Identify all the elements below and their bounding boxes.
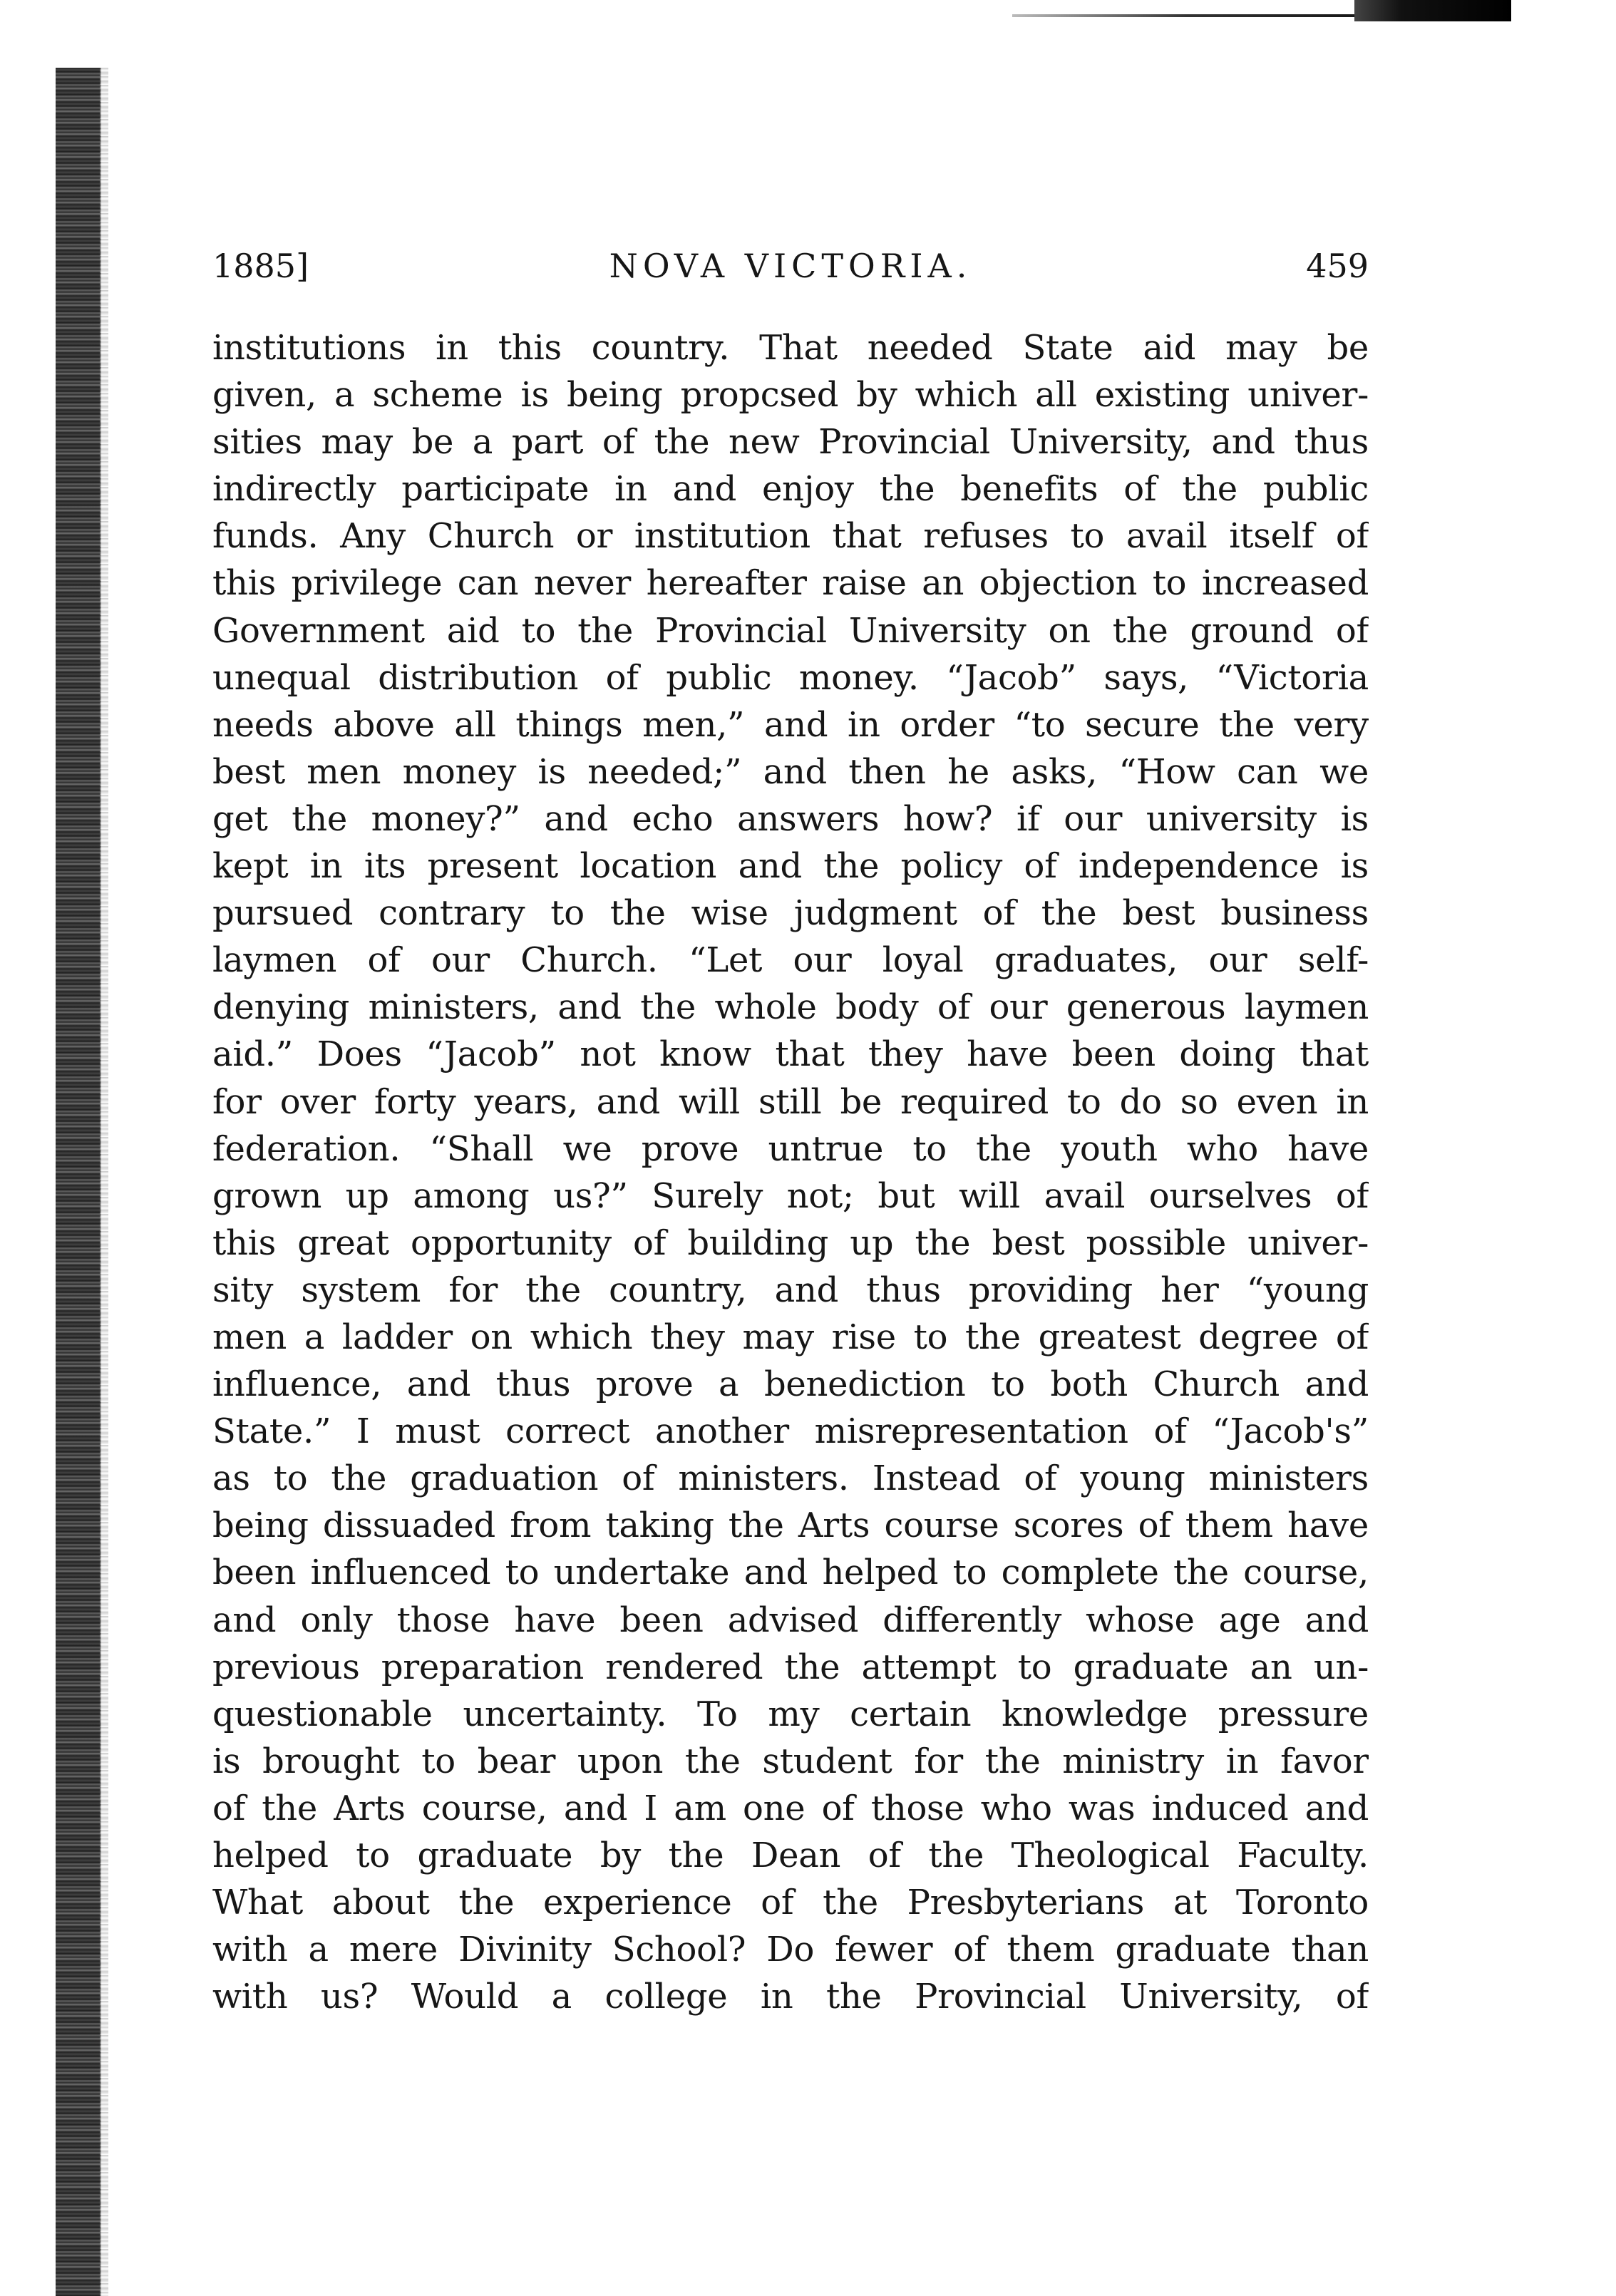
- text-line: with us? Would a college in the Provincial University, of: [212, 1977, 1369, 2017]
- text-line: of the Arts course, and I am one of those who was induced and: [212, 1788, 1369, 1828]
- text-line: being dissuaded from taking the Arts course scores of them have: [212, 1505, 1369, 1546]
- text-line: denying ministers, and the whole body of our generous laymen: [212, 987, 1369, 1028]
- text-line: this privilege can never hereafter raise an objection to increased: [212, 563, 1369, 604]
- text-line: laymen of our Church. “Let our loyal graduates, our self-: [212, 940, 1369, 981]
- scan-artifact: [1012, 0, 1511, 26]
- text-line: State.” I must correct another misrepresentation of “Jacob's”: [212, 1411, 1369, 1452]
- text-line: aid.” Does “Jacob” not know that they have been doing that: [212, 1034, 1369, 1075]
- text-line: kept in its present location and the policy of independence is: [212, 846, 1369, 887]
- text-line: men a ladder on which they may rise to the greatest degree of: [212, 1317, 1369, 1357]
- page-number: 459: [1306, 247, 1369, 285]
- text-line: institutions in this country. That needed State aid may be: [212, 328, 1369, 368]
- text-line: grown up among us?” Surely not; but will avail ourselves of: [212, 1175, 1369, 1216]
- scan-artifact-blob: [1354, 0, 1511, 21]
- text-line: needs above all things men,” and in order “to secure the very: [212, 704, 1369, 745]
- text-line: and only those have been advised differently whose age and: [212, 1600, 1369, 1640]
- text-line: is brought to bear upon the student for the ministry in favor: [212, 1741, 1369, 1781]
- text-line: pursued contrary to the wise judgment of the best business: [212, 893, 1369, 934]
- text-line: funds. Any Church or institution that refuses to avail itself of: [212, 516, 1369, 557]
- text-line: best men money is needed;” and then he asks, “How can we: [212, 751, 1369, 792]
- text-line: given, a scheme is being propcsed by which all existing univer-: [212, 375, 1369, 416]
- text-line: with a mere Divinity School? Do fewer of them graduate than: [212, 1930, 1369, 1970]
- text-line: Government aid to the Provincial University on the ground of: [212, 610, 1369, 651]
- binding-edge: [56, 68, 101, 2296]
- text-line: indirectly participate in and enjoy the benefits of the public: [212, 469, 1369, 510]
- running-head: [212, 244, 1369, 294]
- text-line: been influenced to undertake and helped to complete the course,: [212, 1553, 1369, 1593]
- text-line: previous preparation rendered the attempt to graduate an un-: [212, 1647, 1369, 1687]
- text-line: unequal distribution of public money. “Jacob” says, “Victoria: [212, 657, 1369, 698]
- text-line: questionable uncertainty. To my certain knowledge pressure: [212, 1694, 1369, 1734]
- text-line: influence, and thus prove a benediction to both Church and: [212, 1364, 1369, 1405]
- text-line: for over forty years, and will still be required to do so even in: [212, 1081, 1369, 1122]
- body-text: [212, 324, 1369, 2020]
- text-line: this great opportunity of building up the best possible univer-: [212, 1222, 1369, 1263]
- text-line: sities may be a part of the new Provincial University, and thus: [212, 422, 1369, 463]
- text-line: federation. “Shall we prove untrue to the youth who have: [212, 1128, 1369, 1169]
- text-line: What about the experience of the Presbyterians at Toronto: [212, 1883, 1369, 1923]
- text-line: sity system for the country, and thus providing her “young: [212, 1270, 1369, 1310]
- text-line: as to the graduation of ministers. Instead of young ministers: [212, 1458, 1369, 1499]
- running-head-title: NOVA VICTORIA.: [609, 247, 972, 285]
- text-line: get the money?” and echo answers how? if our university is: [212, 798, 1369, 839]
- running-head-year: 1885]: [212, 247, 309, 285]
- text-line: helped to graduate by the Dean of the Theological Faculty.: [212, 1836, 1369, 1875]
